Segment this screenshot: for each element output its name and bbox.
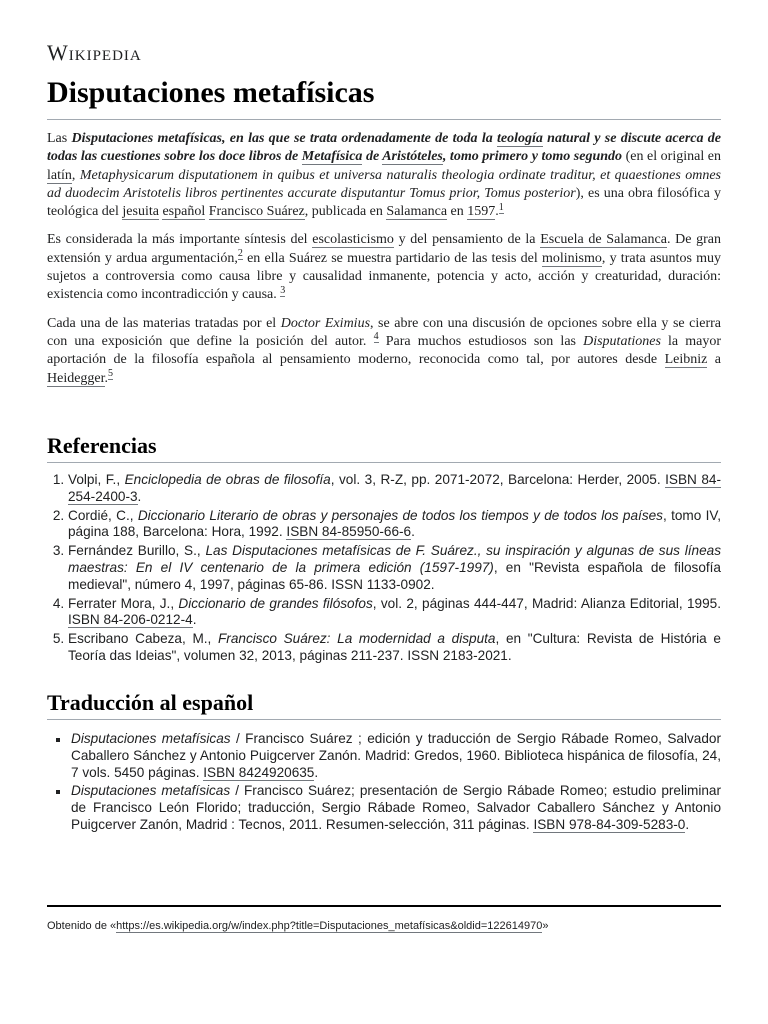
text: Para muchos estudiosos son las [378,333,584,349]
paragraph-1 [47,130,721,221]
ref-title: Las Disputaciones metafísicas de F. Suárez., su inspiración y algunas de sus líneas maestras: En el IV centenario de la primera edición (1597-1997) [68,543,721,575]
reference-marker-1[interactable] [499,202,504,214]
text: Cada una de las materias tratadas por el [47,315,281,331]
isbn-link[interactable]: ISBN 8424920635 [203,764,315,780]
text: . De gran extensión y ardua argumentación, [47,232,721,266]
ref-author: Cordié, C., [68,507,138,523]
footer-suffix: » [542,920,549,932]
ref-details: , vol. 2, páginas 444-447, Madrid: Alianza Editorial, 1995. [372,595,721,611]
reference-item [68,508,721,542]
ref-end: . [192,612,197,628]
bold-title-text: de [362,149,383,165]
translation-title: Disputaciones metafísicas [71,783,231,799]
text: , y trata asuntos muy sujetos a controversia como causa libre y causalidad inmanente, potencia y acto, acción y creaturidad, duración: existencia como incontradicción y causa. [47,250,722,303]
bold-title-text: Disputaciones metafísicas, en las que se trata ordenadamente de toda la [71,131,497,146]
translation-end: . [314,764,319,780]
article-body [47,130,721,398]
text: Es considerada la más importante síntesis del [47,232,313,248]
reference-item [68,596,721,630]
source-url-link[interactable]: https://es.wikipedia.org/w/index.php?title=Disputaciones_metafísicas&oldid=122614970 [116,920,543,932]
ref-end: . [137,488,142,504]
text: en [447,204,468,220]
link-teologia[interactable]: teología [497,131,543,146]
reference-item [68,631,721,665]
link-1597[interactable]: 1597 [467,204,496,220]
wikipedia-wordmark[interactable]: Wikipedia [47,40,142,65]
link-leibniz[interactable]: Leibniz [664,352,708,368]
reference-item [68,543,721,593]
bold-title-text: natural y se discute acerca de todas las cuestiones sobre los doce libros de [47,131,722,165]
paragraph-2 [47,231,721,304]
text: , publicada en [304,204,387,220]
translation-details: / Francisco Suárez ; edición y traducción de Sergio Rábade Romeo, Salvador Caballero Sánchez y Antonio Puigcerver Zanón. Madrid: Gredos, 1960. Biblioteca hispánica de filosofía, 24, 7 vols. 5450 páginas. [71,731,721,780]
translation-heading: Traducción al español [47,690,254,715]
isbn-link[interactable]: ISBN 978-84-309-5283-0 [533,816,686,832]
translation-title: Disputaciones metafísicas [71,731,231,746]
link-escolasticismo[interactable]: escolasticismo [312,232,394,248]
reference-number[interactable]: 1 [498,201,504,213]
link-salamanca[interactable]: Salamanca [386,204,448,220]
translation-item [71,783,721,833]
text: y del pensamiento de la [393,232,541,248]
translation-divider [47,719,721,720]
ref-end: . [411,524,415,540]
link-latin[interactable]: latín [47,167,72,183]
link-molinismo[interactable]: molinismo [541,250,602,266]
text: a [707,352,722,368]
footer-divider [47,905,721,907]
ref-author: Ferrater Mora, J., [68,595,179,611]
translation-list [47,731,721,836]
text: , se abre con una discusión de opciones sobre ella y se cierra con una exposición que define la posición del autor. [47,315,721,349]
ref-title: Enciclopedia de obras de filosofía [124,472,331,487]
references-divider [47,462,721,463]
link-jesuita[interactable]: jesuita [122,204,159,220]
paragraph-3 [47,315,721,388]
translation-item [71,731,721,781]
isbn-link[interactable]: ISBN 84-254-2400-3 [68,472,721,504]
reference-number[interactable]: 2 [237,248,243,260]
link-aristoteles[interactable]: Aristóteles [382,149,443,165]
link-metafisica[interactable]: Metafísica [301,149,363,165]
reference-marker-3[interactable] [280,285,285,297]
ref-author: Volpi, F., [68,472,125,487]
ref-author: Fernández Burillo, S., [68,543,206,559]
title-divider [47,119,721,120]
page-title: Disputaciones metafísicas [47,76,375,109]
translation-details: / Francisco Suárez; presentación de Sergio Rábade Romeo; estudio preliminar de Francisco León Florido; traducción, Sergio Rábade Romeo, Salvador Caballero Sánchez y Antonio Puigcerver Zanón, Madrid : Tecnos, 2011. Resumen-selección, 311 páginas. [71,783,721,832]
text: Las [47,131,72,146]
italic-text: Doctor Eximius [280,315,371,331]
reference-number[interactable]: 4 [373,331,379,343]
italic-text: Disputationes [583,333,661,349]
text: (en el original en [622,149,721,165]
footer-source [47,920,721,932]
text: , [71,167,80,183]
text: ), es una obra filosófica y teológica del [47,185,721,220]
footer-prefix: Obtenido de « [47,920,117,932]
ref-details: , vol. 3, R-Z, pp. 2071-2072, Barcelona: Herder, 2005. [330,472,666,487]
reference-number[interactable]: 5 [108,367,114,379]
ref-title: Diccionario de grandes filósofos [178,595,373,611]
references-heading: Referencias [47,433,157,458]
reference-marker-5[interactable] [108,368,113,380]
link-espanol[interactable]: español [162,204,206,220]
bold-title-text: , tomo primero y tomo segundo [442,149,623,165]
text: en ella Suárez se muestra partidario de las tesis del [242,250,542,266]
link-heidegger[interactable]: Heidegger [47,370,105,386]
ref-details: , en "Cultura: Revista de História e Teoría das Ideias", volumen 32, 2013, páginas 211-237. ISSN 2183-2021. [68,631,721,663]
text: la mayor aportación de la filosofía española al pensamiento moderno, reconocida como tal, por autores desde [47,333,722,368]
latin-title: Metaphysicarum disputationem in quibus et universa naturalis theologia ordinate traditur, et quaestiones omnes ad duodecim Aristotelis libros pertinentes accurate disputantur Tomus prior, Tomus posterior [47,167,721,201]
link-francisco-suarez[interactable]: Francisco Suárez [208,204,305,220]
isbn-link[interactable]: ISBN 84-206-0212-4 [68,612,193,628]
ref-author: Escribano Cabeza, M., [68,631,218,647]
text: . [495,204,499,220]
reference-item [68,472,721,506]
text: . [104,370,109,386]
ref-details: , tomo IV, página 188, Barcelona: Hora, 1992. [68,507,721,540]
ref-details: , en "Revista española de filosofía medieval", número 4, 1997, páginas 65-86. ISSN 1133-0902. [68,559,721,592]
reference-number[interactable]: 3 [280,284,286,296]
link-escuela-de-salamanca[interactable]: Escuela de Salamanca [540,232,667,248]
translation-end: . [685,816,690,832]
isbn-link[interactable]: ISBN 84-85950-66-6 [286,524,412,540]
ref-title: Francisco Suárez: La modernidad a disputa [218,631,496,647]
references-list [47,472,721,667]
ref-title: Diccionario Literario de obras y personajes de todos los tiempos y de todos los países [137,507,663,523]
